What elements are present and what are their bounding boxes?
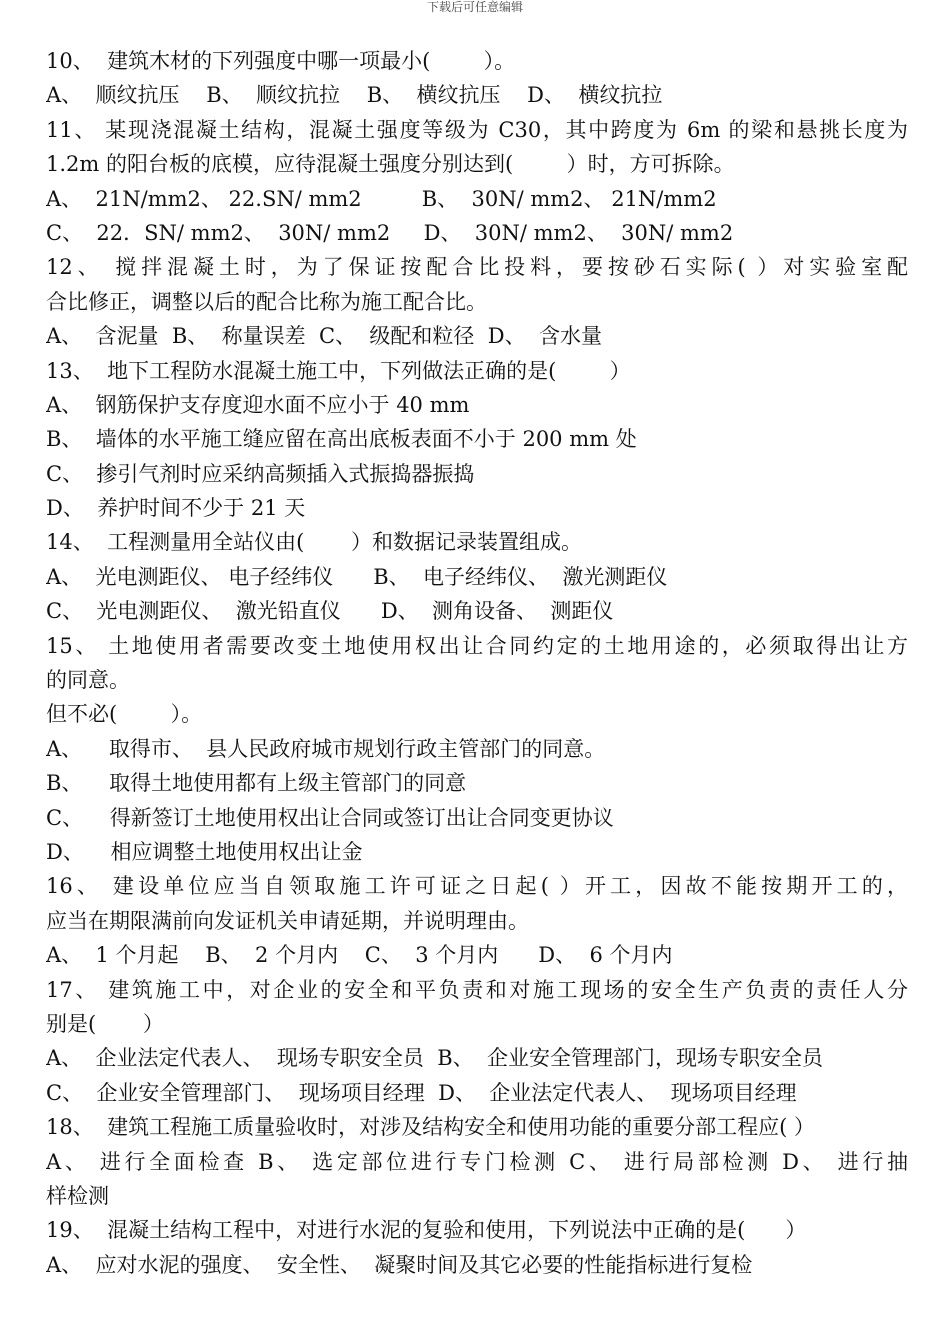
text-line: B、 墙体的水平施工缝应留在高出底板表面不小于 200 mm 处 — [46, 427, 637, 452]
document-body — [46, 44, 908, 1282]
text-line: 应当在期限满前向发证机关申请延期，并说明理由。 — [46, 908, 529, 933]
text-line: 1.2m 的阳台板的底模，应待混凝土强度分别达到( ）时，方可拆除。 — [46, 152, 735, 177]
text-line: 17、 建筑施工中，对企业的安全和平负责和对施工现场的安全生产负责的责任人分 — [46, 977, 908, 1002]
text-line: C、 得新签订土地使用权出让合同或签订出让合同变更协议 — [46, 805, 614, 830]
text-line: 10、 建筑木材的下列强度中哪一项最小( ）。 — [46, 49, 516, 73]
text-line: 样检测 — [46, 1183, 109, 1208]
text-line: 15、 土地使用者需要改变土地使用权出让合同约定的土地用途的，必须取得出让方 — [46, 633, 908, 658]
text-line: D、 养护时间不少于 21 天 — [46, 496, 306, 521]
text-line: A、 进行全面检查 B、 选定部位进行专门检测 C、 进行局部检测 D、 进行抽 — [46, 1149, 908, 1174]
text-line: C、 光电测距仪、 激光铅直仪 D、 测角设备、 测距仪 — [46, 599, 614, 624]
text-line: A、 21N/mm2、 22.SN/ mm2 B、 30N/ mm2、 21N/mm2 — [46, 186, 717, 211]
text-line: 16、 建设单位应当自领取施工许可证之日起( ）开工，因故不能按期开工的， — [46, 874, 908, 899]
text-line: 合比修正，调整以后的配合比称为施工配合比。 — [46, 289, 487, 314]
text-line: C、 企业安全管理部门、 现场项目经理 D、 企业法定代表人、 现场项目经理 — [46, 1080, 797, 1105]
text-line: D、 相应调整土地使用权出让金 — [46, 839, 363, 864]
text-line: A、 1 个月起 B、 2 个月内 C、 3 个月内 D、 6 个月内 — [46, 943, 673, 968]
text-line: B、 取得土地使用都有上级主管部门的同意 — [46, 771, 467, 796]
text-line: A、 钢筋保护支存度迎水面不应小于 40 mm — [46, 392, 470, 417]
page-header: 下载后可任意编辑 — [426, 0, 523, 14]
text-line: 18、 建筑工程施工质量验收时，对涉及结构安全和使用功能的重要分部工程应( ） — [46, 1115, 815, 1140]
text-line: A、 光电测距仪、 电子经纬仪 B、 电子经纬仪、 激光测距仪 — [46, 564, 668, 589]
text-line: 19、 混凝土结构工程中，对进行水泥的复验和使用，下列说法中正确的是( ） — [46, 1218, 807, 1243]
text-line: A、 顺纹抗压 B、 顺纹抗拉 B、 横纹抗压 D、 横纹抗拉 — [46, 83, 663, 108]
text-line: A、 取得市、 县人民政府城市规划行政主管部门的同意。 — [46, 736, 606, 761]
text-line: A、 应对水泥的强度、 安全性、 凝聚时间及其它必要的性能指标进行复检 — [46, 1252, 753, 1277]
text-line: 的同意。 — [46, 668, 130, 693]
text-line: A、 企业法定代表人、 现场专职安全员 B、 企业安全管理部门，现场专职安全员 — [46, 1046, 823, 1071]
text-line: 13、 地下工程防水混凝土施工中，下列做法正确的是( ） — [46, 358, 631, 383]
text-line: 别是( ） — [46, 1011, 164, 1036]
text-line: 但不必( ）。 — [46, 702, 203, 727]
text-line: C、 22．SN/ mm2、 30N/ mm2 D、 30N/ mm2、 30N/ mm2 — [46, 220, 734, 245]
text-line: C、 掺引气剂时应采纳高频插入式振捣器振捣 — [46, 461, 475, 486]
text-line: A、 含泥量 B、 称量误差 C、 级配和粒径 D、 含水量 — [46, 324, 602, 349]
text-line: 12、 搅拌混凝土时，为了保证按配合比投料，要按砂石实际( ）对实验室配 — [46, 255, 908, 280]
text-line: 14、 工程测量用全站仪由( ）和数据记录装置组成。 — [46, 530, 582, 555]
text-line: 11、 某现浇混凝土结构，混凝土强度等级为 C30，其中跨度为 6m 的梁和悬挑长度为 — [46, 117, 908, 142]
